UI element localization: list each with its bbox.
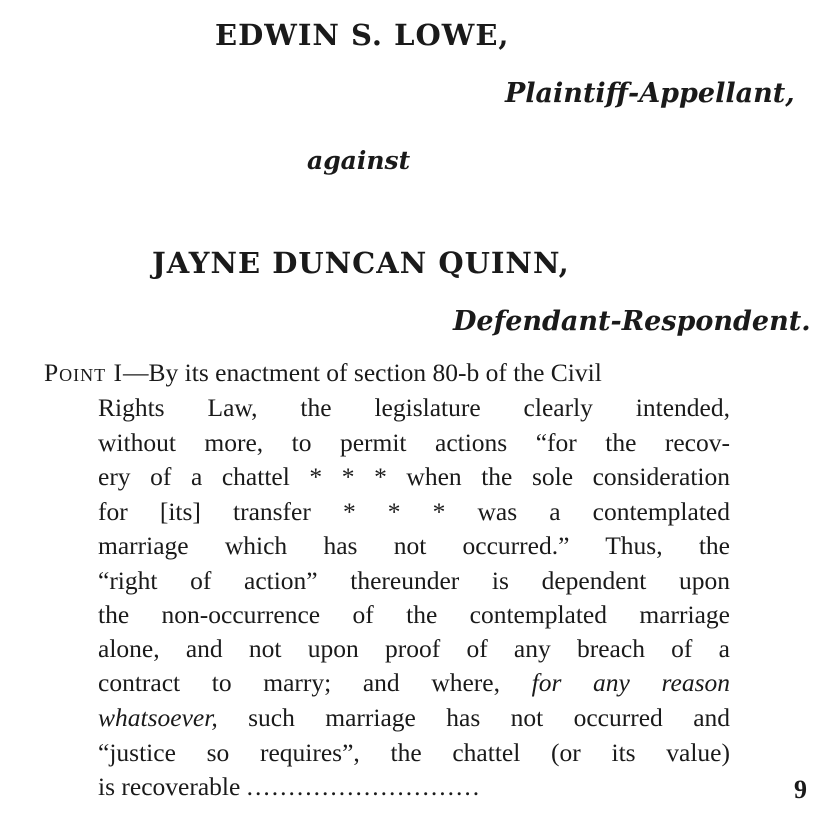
dot-leaders: ............................ (246, 772, 482, 801)
point-line-7: “right of action” thereunder is dependent upon (98, 566, 730, 595)
line-text: such marriage has not occurred and (248, 703, 731, 732)
defendant-role: Defendant-Respondent. (453, 306, 811, 337)
point-line-3: without more, to permit actions “for the recov- (98, 428, 730, 457)
point-line-5: for [its] transfer * * * was a contemplated (98, 497, 730, 526)
point-line-1 (44, 356, 602, 390)
point-line-6: marriage which has not occurred.” Thus, the (98, 531, 730, 560)
point-text: —By its enactment of section 80-b of the Civil (123, 358, 602, 387)
point-line-11 (98, 701, 730, 735)
against-label: against (307, 146, 411, 175)
plaintiff-role: Plaintiff-Appellant, (505, 78, 795, 109)
emphasis-text: whatsoever, (98, 703, 218, 732)
page-number: 9 (794, 775, 807, 804)
emphasis-text: for any reason (531, 668, 730, 697)
defendant-name: JAYNE DUNCAN QUINN, (152, 246, 570, 280)
point-line-10 (98, 666, 730, 700)
point-line-13 (98, 770, 481, 804)
point-line-9: alone, and not upon proof of any breach of a (98, 634, 730, 663)
point-label: Point I (44, 358, 124, 387)
point-line-2: Rights Law, the legislature clearly intended, (98, 393, 730, 422)
line-text: is recoverable (98, 772, 241, 801)
plaintiff-name: EDWIN S. LOWE, (215, 18, 510, 52)
point-line-4: ery of a chattel * * * when the sole consideration (98, 462, 730, 491)
point-line-8: the non-occurrence of the contemplated marriage (98, 600, 730, 629)
point-line-12: “justice so requires”, the chattel (or its value) (98, 738, 730, 767)
line-text: contract to marry; and where, (98, 668, 500, 697)
